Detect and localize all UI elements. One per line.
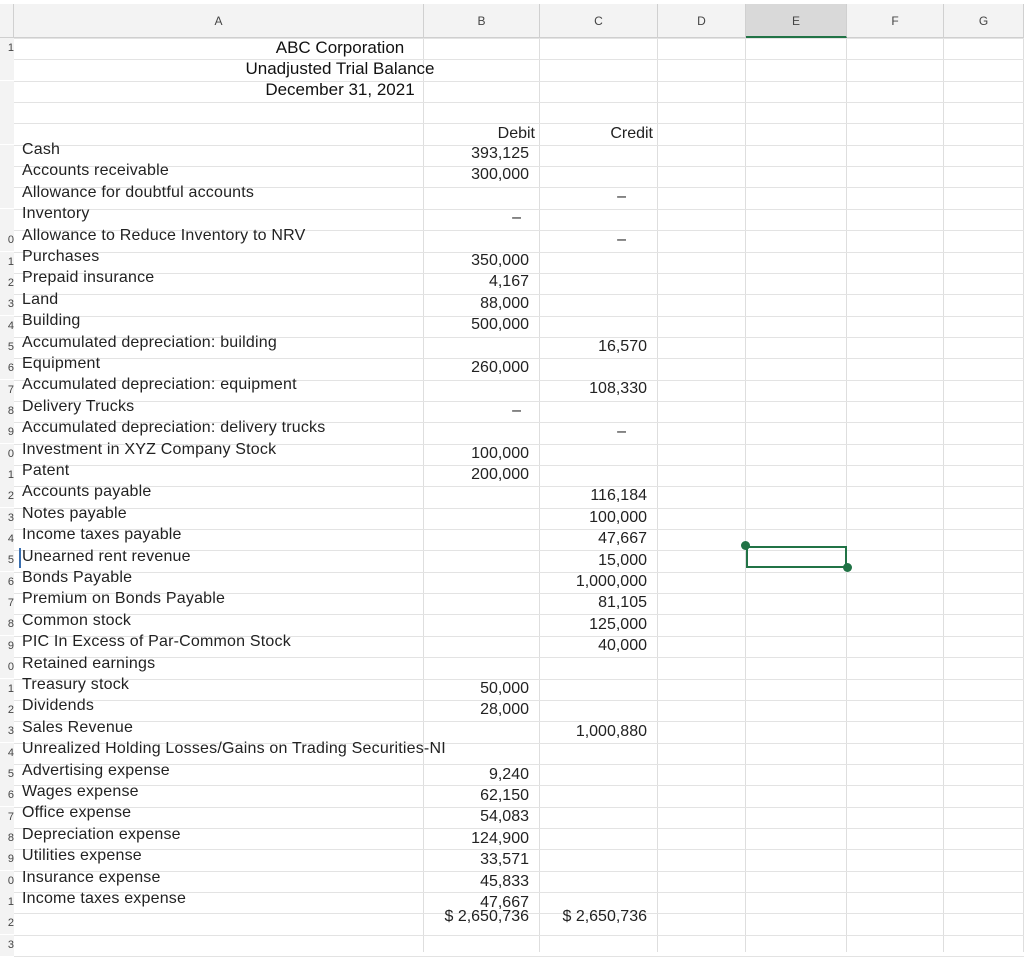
row-header[interactable] (0, 145, 14, 166)
selection-handle-bottom-right[interactable] (843, 563, 852, 572)
account-name[interactable]: Insurance expense (22, 869, 161, 886)
column-gridline (943, 38, 944, 952)
row-gridline (14, 849, 1024, 850)
credit-amount[interactable]: 116,184 (590, 487, 647, 504)
row-header[interactable]: 2 (0, 486, 14, 507)
row-gridline (14, 486, 1024, 487)
debit-amount[interactable]: – (512, 402, 521, 419)
column-header-f[interactable]: F (847, 4, 944, 38)
row-header[interactable] (0, 166, 14, 187)
debit-amount[interactable]: 500,000 (471, 316, 529, 333)
account-name[interactable]: Treasury stock (22, 676, 130, 693)
row-header[interactable]: 6 (0, 572, 14, 593)
row-header[interactable]: 2 (0, 700, 14, 721)
credit-amount[interactable]: 15,000 (598, 552, 647, 569)
row-header[interactable]: 0 (0, 871, 14, 892)
row-header[interactable]: 0 (0, 230, 14, 251)
credit-amount[interactable]: 125,000 (589, 616, 647, 633)
credit-amount[interactable]: 47,667 (598, 530, 647, 547)
row-gridline (14, 785, 1024, 786)
column-header-e[interactable]: E (746, 4, 847, 38)
row-header[interactable]: 1 (0, 465, 14, 486)
account-name[interactable]: Accumulated depreciation: building (22, 334, 277, 351)
credit-amount[interactable]: 100,000 (589, 509, 647, 526)
row-header[interactable]: 1 (0, 252, 14, 273)
column-gridline (423, 38, 424, 952)
row-gridline (14, 657, 1024, 658)
debit-amount[interactable]: 393,125 (471, 145, 529, 162)
debit-amount[interactable]: 62,150 (480, 787, 529, 804)
column-gridline (657, 38, 658, 952)
debit-amount[interactable]: – (512, 209, 521, 226)
account-name[interactable]: Accounts receivable (22, 162, 169, 179)
company-title: ABC Corporation (275, 38, 405, 57)
row-gridline (14, 935, 1024, 936)
account-name[interactable]: Advertising expense (22, 762, 170, 779)
account-name[interactable]: Utilities expense (22, 847, 142, 864)
account-name[interactable]: Cash (22, 141, 61, 158)
account-name[interactable]: Unrealized Holding Losses/Gains on Trading Securities-NI (22, 740, 446, 757)
column-header-b[interactable]: B (424, 4, 540, 38)
column-gridline (745, 38, 746, 952)
debit-amount[interactable]: 4,167 (488, 273, 529, 290)
debit-amount[interactable]: 350,000 (471, 252, 529, 269)
row-header[interactable]: 6 (0, 785, 14, 806)
credit-amount[interactable]: – (617, 423, 626, 440)
row-header[interactable]: 6 (0, 358, 14, 379)
debit-header: Debit (497, 125, 535, 142)
account-name[interactable]: Income taxes expense (22, 890, 187, 907)
row-header[interactable]: 8 (0, 614, 14, 635)
row-gridline (14, 102, 1024, 103)
row-gridline (14, 721, 1024, 722)
account-name[interactable]: Land (22, 291, 59, 308)
report-title: Unadjusted Trial Balance (245, 59, 435, 78)
account-name[interactable]: Accounts payable (22, 483, 152, 500)
cell-edit-marker (19, 548, 21, 568)
row-header[interactable]: 8 (0, 828, 14, 849)
row-header[interactable] (0, 187, 14, 208)
credit-amount[interactable]: 16,570 (598, 338, 647, 355)
selected-cell-range[interactable] (746, 546, 847, 568)
debit-amount[interactable]: 100,000 (471, 445, 529, 462)
total-credit: $ 2,650,736 (562, 908, 647, 925)
row-header[interactable]: 4 (0, 529, 14, 550)
credit-amount[interactable]: 81,105 (598, 594, 647, 611)
row-header[interactable]: 8 (0, 401, 14, 422)
row-header[interactable]: 1 (0, 679, 14, 700)
account-name[interactable]: Wages expense (22, 783, 139, 800)
row-header[interactable]: 5 (0, 550, 14, 571)
row-gridline (14, 614, 1024, 615)
column-header-d[interactable]: D (658, 4, 746, 38)
row-gridline (14, 871, 1024, 872)
row-header[interactable]: 3 (0, 294, 14, 315)
account-name[interactable]: Accumulated depreciation: delivery trucks (22, 419, 326, 436)
debit-amount[interactable]: 50,000 (480, 680, 529, 697)
row-header[interactable] (0, 209, 14, 230)
column-header-a[interactable]: A (14, 4, 424, 38)
debit-amount[interactable]: 54,083 (480, 808, 529, 825)
row-header[interactable]: 7 (0, 807, 14, 828)
debit-amount[interactable]: 28,000 (480, 701, 529, 718)
column-header-g[interactable]: G (944, 4, 1024, 38)
column-gridline (846, 38, 847, 952)
row-header[interactable]: 3 (0, 721, 14, 742)
account-name[interactable]: Patent (22, 462, 70, 479)
row-header[interactable] (0, 59, 14, 80)
credit-amount[interactable]: 40,000 (598, 637, 647, 654)
row-header[interactable] (0, 102, 14, 123)
debit-amount[interactable]: 45,833 (480, 873, 529, 890)
credit-amount[interactable]: 108,330 (589, 380, 647, 397)
account-name[interactable]: Common stock (22, 612, 132, 629)
debit-amount[interactable]: 300,000 (471, 166, 529, 183)
row-header[interactable]: 9 (0, 849, 14, 870)
account-name[interactable]: Prepaid insurance (22, 269, 155, 286)
credit-amount[interactable]: 1,000,880 (575, 723, 647, 740)
debit-amount[interactable]: 33,571 (480, 851, 529, 868)
debit-amount[interactable]: 88,000 (480, 295, 529, 312)
account-name[interactable]: Retained earnings (22, 655, 156, 672)
account-name[interactable]: Dividends (22, 697, 95, 714)
row-header[interactable]: 9 (0, 636, 14, 657)
credit-header: Credit (610, 125, 653, 142)
row-header[interactable]: 5 (0, 337, 14, 358)
column-gridline (539, 38, 540, 952)
debit-amount[interactable]: 47,667 (480, 894, 529, 911)
account-name[interactable]: Investment in XYZ Company Stock (22, 441, 277, 458)
account-name[interactable]: Income taxes payable (22, 526, 182, 543)
account-name[interactable]: Building (22, 312, 81, 329)
account-name[interactable]: Notes payable (22, 505, 127, 522)
account-name[interactable]: Delivery Trucks (22, 398, 135, 415)
row-header[interactable]: 0 (0, 444, 14, 465)
row-header[interactable]: 5 (0, 764, 14, 785)
account-name[interactable]: Purchases (22, 248, 100, 265)
account-name[interactable]: Office expense (22, 804, 132, 821)
selection-handle-top-left[interactable] (741, 541, 750, 550)
row-header[interactable] (0, 123, 14, 144)
row-header[interactable]: 7 (0, 380, 14, 401)
row-header[interactable]: 1 (0, 38, 14, 59)
column-header-c[interactable]: C (540, 4, 658, 38)
credit-amount[interactable]: – (617, 231, 626, 248)
row-header[interactable] (0, 81, 14, 102)
account-name[interactable]: Depreciation expense (22, 826, 181, 843)
debit-amount[interactable]: 9,240 (488, 766, 529, 783)
debit-amount[interactable]: 124,900 (471, 830, 529, 847)
row-header[interactable]: 1 (0, 892, 14, 913)
account-name[interactable]: Inventory (22, 205, 90, 222)
account-name[interactable]: Bonds Payable (22, 569, 133, 586)
select-all-corner[interactable] (0, 4, 14, 38)
debit-amount[interactable]: 260,000 (471, 359, 529, 376)
account-name[interactable]: Allowance for doubtful accounts (22, 184, 255, 201)
row-header[interactable]: 7 (0, 593, 14, 614)
row-gridline (14, 508, 1024, 509)
debit-amount[interactable]: 200,000 (471, 466, 529, 483)
account-name[interactable]: Sales Revenue (22, 719, 134, 736)
row-header[interactable]: 0 (0, 657, 14, 678)
report-date: December 31, 2021 (265, 80, 415, 99)
account-name[interactable]: Allowance to Reduce Inventory to NRV (22, 227, 306, 244)
account-name[interactable]: PIC In Excess of Par-Common Stock (22, 633, 291, 650)
row-header[interactable]: 3 (0, 508, 14, 529)
credit-amount[interactable]: 1,000,000 (575, 573, 647, 590)
total-debit: $ 2,650,736 (444, 908, 529, 925)
row-gridline (14, 572, 1024, 573)
row-header[interactable]: 9 (0, 422, 14, 443)
row-gridline (14, 123, 1024, 124)
row-header[interactable]: 2 (0, 273, 14, 294)
credit-amount[interactable]: – (617, 188, 626, 205)
row-header[interactable]: 4 (0, 316, 14, 337)
account-name[interactable]: Unearned rent revenue (22, 548, 191, 565)
row-header[interactable]: 4 (0, 743, 14, 764)
account-name[interactable]: Premium on Bonds Payable (22, 590, 226, 607)
account-name[interactable]: Accumulated depreciation: equipment (22, 376, 297, 393)
row-header[interactable]: 3 (0, 935, 14, 956)
account-name[interactable]: Equipment (22, 355, 101, 372)
row-header[interactable]: 2 (0, 913, 14, 934)
